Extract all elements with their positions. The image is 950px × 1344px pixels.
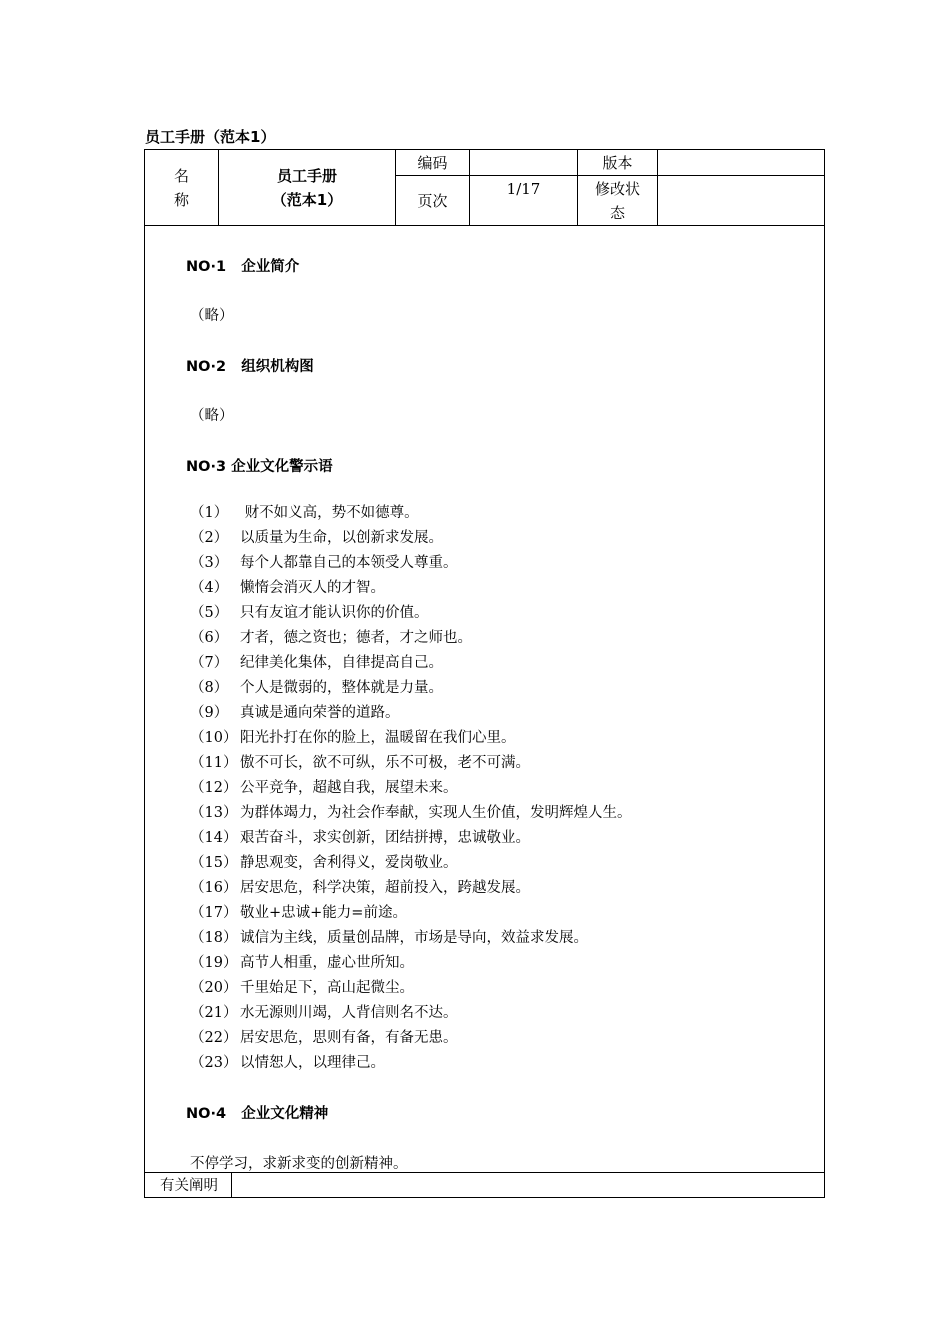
slogan-text: 以情恕人，以理律己。 xyxy=(240,1055,385,1071)
slogan-item xyxy=(190,776,458,801)
name-label-line2: 称 xyxy=(173,191,189,209)
header-row-divider xyxy=(395,175,825,176)
slogan-text: 个人是微弱的，整体就是力量。 xyxy=(240,680,443,696)
slogan-number: （3） xyxy=(190,555,229,571)
slogan-number: （21） xyxy=(190,1005,238,1021)
revision-label-line1: 修改状 xyxy=(594,180,640,198)
slogan-text: 诚信为主线，质量创品牌，市场是导向，效益求发展。 xyxy=(240,930,588,946)
section-heading-4: NO·4 企业文化精神 xyxy=(186,1106,329,1122)
slogan-number: （2） xyxy=(190,530,229,546)
name-label xyxy=(145,164,218,212)
slogan-item xyxy=(190,801,632,826)
slogan-text: 为群体竭力，为社会作奉献，实现人生价值，发明辉煌人生。 xyxy=(240,805,632,821)
footer-top-border xyxy=(144,1172,825,1173)
slogan-number: （22） xyxy=(190,1030,238,1046)
slogan-number: （13） xyxy=(190,805,238,821)
slogan-number: （11） xyxy=(190,755,238,771)
slogan-text: 以质量为生命，以创新求发展。 xyxy=(240,530,443,546)
slogan-text: 只有友谊才能认识你的价值。 xyxy=(240,605,429,621)
name-label-line1: 名 xyxy=(173,167,189,185)
slogan-number: （16） xyxy=(190,880,238,896)
doc-name-line2: （范本1） xyxy=(271,191,343,209)
slogan-item xyxy=(190,876,530,901)
slogan-item xyxy=(190,626,472,651)
page-value: 1/17 xyxy=(506,180,541,198)
slogan-item xyxy=(190,501,419,526)
slogan-item xyxy=(190,676,443,701)
slogan-item xyxy=(190,1026,458,1051)
slogan-item xyxy=(190,751,530,776)
slogan-number: （10） xyxy=(190,730,238,746)
slogan-item xyxy=(190,726,516,751)
slogan-number: （1） xyxy=(190,505,229,521)
slogan-text: 纪律美化集体，自律提高自己。 xyxy=(240,655,443,671)
slogan-item xyxy=(190,926,588,951)
slogan-item xyxy=(190,1001,458,1026)
section-heading-2: NO·2 组织机构图 xyxy=(186,359,314,375)
slogan-item xyxy=(190,701,400,726)
section-body-2: （略） xyxy=(190,408,234,424)
slogan-text: 傲不可长，欲不可纵，乐不可极，老不可满。 xyxy=(240,755,530,771)
slogan-text: 高节人相重，虚心世所知。 xyxy=(240,955,414,971)
slogan-text: 静思观变，舍利得义，爱岗敬业。 xyxy=(240,855,458,871)
slogan-text: 公平竞争，超越自我，展望未来。 xyxy=(240,780,458,796)
slogan-number: （20） xyxy=(190,980,238,996)
slogan-item xyxy=(190,826,530,851)
notes-value xyxy=(236,1174,821,1196)
slogan-text: 每个人都靠自己的本领受人尊重。 xyxy=(240,555,458,571)
version-label: 版本 xyxy=(602,154,633,172)
slogan-text: 敬业+忠诚+能力=前途。 xyxy=(240,905,407,921)
slogan-text: 财不如义高，势不如德尊。 xyxy=(240,505,419,521)
slogan-number: （6） xyxy=(190,630,229,646)
slogan-item xyxy=(190,651,443,676)
slogan-number: （19） xyxy=(190,955,238,971)
header-bottom-border xyxy=(144,225,825,226)
section-heading-3: NO·3 企业文化警示语 xyxy=(186,459,333,475)
slogan-text: 艰苦奋斗，求实创新，团结拼搏，忠诚敬业。 xyxy=(240,830,530,846)
slogan-text: 千里始足下，高山起微尘。 xyxy=(240,980,414,996)
slogan-number: （14） xyxy=(190,830,238,846)
slogan-number: （18） xyxy=(190,930,238,946)
slogan-number: （9） xyxy=(190,705,229,721)
slogan-number: （23） xyxy=(190,1055,238,1071)
slogan-number: （12） xyxy=(190,780,238,796)
slogan-item xyxy=(190,551,458,576)
slogan-item xyxy=(190,951,414,976)
slogan-item xyxy=(190,1051,385,1076)
slogan-text: 真诚是通向荣誉的道路。 xyxy=(240,705,400,721)
slogan-text: 才者，德之资也；德者，才之师也。 xyxy=(240,630,472,646)
revision-label-line2: 态 xyxy=(609,204,625,222)
slogan-item xyxy=(190,851,458,876)
slogan-text: 居安思危，思则有备，有备无患。 xyxy=(240,1030,458,1046)
code-label: 编码 xyxy=(417,154,448,172)
document-title: 员工手册（范本1） xyxy=(145,128,276,146)
page-label: 页次 xyxy=(417,192,448,210)
section-heading-1: NO·1 企业简介 xyxy=(186,259,300,275)
notes-label: 有关阐明 xyxy=(160,1178,218,1194)
slogan-item xyxy=(190,901,407,926)
slogan-number: （8） xyxy=(190,680,229,696)
slogan-number: （17） xyxy=(190,905,238,921)
slogan-text: 水无源则川竭，人背信则名不达。 xyxy=(240,1005,458,1021)
slogan-item xyxy=(190,976,414,1001)
revision-label xyxy=(578,177,657,225)
header-col-divider-5 xyxy=(657,149,658,226)
slogan-number: （5） xyxy=(190,605,229,621)
slogan-text: 阳光扑打在你的脸上，温暖留在我们心里。 xyxy=(240,730,516,746)
slogan-text: 居安思危，科学决策，超前投入，跨越发展。 xyxy=(240,880,530,896)
slogan-number: （15） xyxy=(190,855,238,871)
slogan-item xyxy=(190,601,429,626)
doc-name-cell xyxy=(219,164,395,212)
doc-name-line1: 员工手册 xyxy=(276,167,337,185)
slogan-number: （7） xyxy=(190,655,229,671)
slogan-number: （4） xyxy=(190,580,229,596)
slogan-text: 懒惰会消灭人的才智。 xyxy=(240,580,385,596)
slogan-item xyxy=(190,526,443,551)
slogan-item xyxy=(190,576,385,601)
section-body-1: （略） xyxy=(190,308,234,324)
section-body-4: 不停学习，求新求变的创新精神。 xyxy=(190,1156,408,1172)
